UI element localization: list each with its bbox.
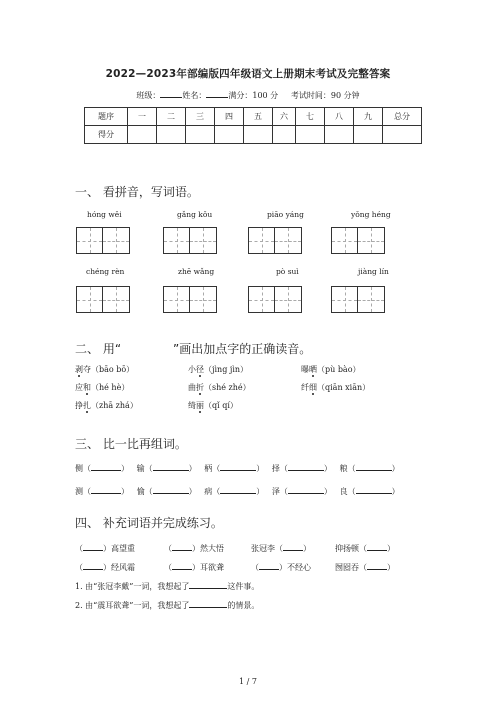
writing-box[interactable]: [275, 286, 302, 313]
word-blank[interactable]: [153, 461, 189, 471]
pinyin-label: piāo yáng: [267, 210, 304, 219]
class-label: 班级：: [136, 91, 161, 100]
writing-box[interactable]: [163, 227, 190, 254]
idiom-text: 不经心: [287, 563, 311, 572]
word-blank[interactable]: [91, 484, 121, 494]
score-header-row: [85, 108, 422, 126]
idiom-text: 张冠李: [251, 544, 275, 553]
idiom-item: （ ）耳欲聋: [164, 560, 224, 573]
pinyin-label: hóng wěi: [87, 210, 122, 219]
class-blank: [160, 89, 182, 98]
writing-box[interactable]: [358, 286, 385, 313]
pinyin-label: zhē wǎng: [178, 267, 215, 276]
score-header-cell: 总分: [383, 108, 422, 126]
writing-grid[interactable]: [76, 286, 130, 313]
idiom-item: （ ）然大悟: [164, 541, 224, 554]
idiom-blank[interactable]: [367, 541, 387, 551]
reading-item: [301, 382, 370, 393]
compare-char: 侧: [75, 464, 83, 473]
reading-options[interactable]: 夺（bāo bō）: [83, 365, 135, 374]
idiom-blank[interactable]: [83, 541, 103, 551]
reading-item: [75, 400, 138, 411]
idiom-blank[interactable]: [259, 560, 279, 570]
answer-blank[interactable]: [189, 579, 227, 589]
writing-box[interactable]: [331, 286, 358, 313]
section4-title: 四、 补充词语并完成练习。: [75, 516, 223, 530]
score-cell[interactable]: [244, 126, 273, 144]
dotted-char: 折: [196, 383, 204, 392]
score-header-cell: 六: [273, 108, 296, 126]
writing-grid[interactable]: [331, 286, 385, 313]
pinyin-label: chéng rèn: [86, 267, 125, 276]
reading-options[interactable]: （hé hè）: [91, 383, 130, 392]
score-header-cell: 五: [244, 108, 273, 126]
score-header-cell: 三: [186, 108, 215, 126]
word-blank[interactable]: [220, 484, 256, 494]
section1-title: 一、 看拼音，写词语。: [75, 185, 199, 199]
compare-char: 病: [204, 487, 213, 496]
reading-options[interactable]: （jìng jìn）: [204, 365, 249, 374]
dotted-char: 径: [196, 365, 204, 374]
idiom-text: 抑扬顿: [335, 544, 359, 553]
writing-box[interactable]: [163, 286, 190, 313]
writing-grid[interactable]: [163, 286, 217, 313]
dotted-char: 扎: [83, 401, 91, 410]
pinyin-label: pò suì: [276, 267, 299, 276]
score-cell[interactable]: [186, 126, 215, 144]
writing-box[interactable]: [275, 227, 302, 254]
writing-box[interactable]: [190, 286, 217, 313]
idiom-text: 高望重: [111, 544, 135, 553]
question-text: 2. 由“震耳欲聋”一词，我想起了: [75, 601, 190, 610]
answer-blank[interactable]: [189, 598, 227, 608]
pinyin-label: yǒng héng: [351, 210, 391, 219]
full-score: 满分：100 分: [228, 91, 279, 100]
question-1: [75, 579, 259, 592]
score-header-cell: 题序: [85, 108, 128, 126]
reading-options[interactable]: （zhā zhá）: [91, 401, 138, 410]
reading-options[interactable]: （pù bào）: [317, 365, 361, 374]
writing-box[interactable]: [331, 227, 358, 254]
reading-item: [75, 382, 129, 393]
plain-char: 曲: [188, 383, 196, 392]
score-cell[interactable]: [273, 126, 296, 144]
word-row: 侧（ ） 输（ ） 柄（ ） 择（ ） 粮（ ）: [75, 461, 400, 474]
question-text: 的情景。: [227, 601, 260, 610]
writing-grid[interactable]: [331, 227, 385, 254]
section3-title: 三、 比一比再组词。: [75, 437, 187, 451]
plain-char: 挣: [75, 401, 83, 410]
writing-box[interactable]: [248, 227, 275, 254]
word-blank[interactable]: [356, 461, 392, 471]
dotted-char: 细: [309, 383, 317, 392]
score-header-cell: 八: [325, 108, 354, 126]
word-blank[interactable]: [220, 461, 256, 471]
reading-options[interactable]: （qǐ qí）: [204, 401, 238, 410]
score-header-cell: 七: [296, 108, 325, 126]
exam-info: [0, 89, 496, 101]
score-value-row: [85, 126, 422, 144]
compare-char: 良: [339, 487, 348, 496]
compare-char: 择: [271, 464, 280, 473]
compare-char: 柄: [204, 464, 213, 473]
word-blank[interactable]: [288, 484, 324, 494]
score-cell[interactable]: [215, 126, 244, 144]
score-cell[interactable]: [354, 126, 383, 144]
word-blank[interactable]: [153, 484, 189, 494]
pinyin-label: jiàng lín: [358, 267, 389, 276]
idiom-text: 经风霜: [111, 563, 135, 572]
idiom-item: （ ）不经心: [251, 560, 311, 573]
writing-box[interactable]: [76, 286, 103, 313]
page-title: 2022—2023年部编版四年级语文上册期末考试及完整答案: [105, 68, 391, 80]
word-blank[interactable]: [91, 461, 121, 471]
score-header-cell: 九: [354, 108, 383, 126]
dotted-char: 和: [83, 383, 91, 392]
idiom-blank[interactable]: [172, 541, 192, 551]
word-blank[interactable]: [288, 461, 324, 471]
compare-char: 泽: [271, 487, 280, 496]
score-header-cell: 二: [157, 108, 186, 126]
writing-grid[interactable]: [248, 227, 302, 254]
plain-char: 小: [188, 365, 196, 374]
reading-options[interactable]: （shé zhé）: [204, 383, 251, 392]
exam-time: 考试时间：90 分钟: [290, 91, 360, 100]
reading-item: [188, 382, 251, 393]
reading-item: [301, 364, 361, 375]
question-2: [75, 598, 259, 611]
score-cell[interactable]: [157, 126, 186, 144]
page-number: 1 / 7: [239, 677, 257, 686]
name-blank: [206, 89, 228, 98]
writing-grid[interactable]: [248, 286, 302, 313]
plain-char: 曝: [301, 365, 309, 374]
word-row: 测（ ） 愉（ ） 病（ ） 泽（ ） 良（ ）: [75, 484, 400, 497]
writing-box[interactable]: [103, 286, 130, 313]
pinyin-label: gǎng kǒu: [177, 210, 213, 219]
score-cell[interactable]: [128, 126, 157, 144]
question-text: 这件事。: [227, 582, 260, 591]
idiom-item: 囫囵吞（ ）: [335, 560, 395, 573]
score-table: [84, 107, 422, 144]
writing-box[interactable]: [248, 286, 275, 313]
idiom-item: （ ）经风霜: [75, 560, 135, 573]
writing-box[interactable]: [76, 227, 103, 254]
score-header-cell: 一: [128, 108, 157, 126]
reading-item: [75, 364, 134, 375]
plain-char: 绮: [188, 401, 196, 410]
score-cell[interactable]: [296, 126, 325, 144]
reading-options[interactable]: （qiān xiān）: [317, 383, 371, 392]
idiom-blank[interactable]: [172, 560, 192, 570]
compare-char: 测: [75, 487, 83, 496]
name-label: 姓名：: [182, 91, 207, 100]
idiom-text: 囫囵吞: [335, 563, 359, 572]
compare-char: 愉: [136, 487, 145, 496]
score-header-cell: 四: [215, 108, 244, 126]
word-blank[interactable]: [356, 484, 392, 494]
plain-char: 应: [75, 383, 83, 392]
idiom-text: 然大悟: [200, 544, 224, 553]
writing-grid[interactable]: [76, 227, 130, 254]
reading-item: [188, 364, 248, 375]
section2-title-b: ”画出加点字的正确读音。: [173, 342, 312, 356]
writing-grid[interactable]: [163, 227, 217, 254]
idiom-item: （ ）高望重: [75, 541, 135, 554]
plain-char: 纤: [301, 383, 309, 392]
writing-box[interactable]: [103, 227, 130, 254]
idiom-item: 张冠李（ ）: [251, 541, 311, 554]
compare-char: 粮: [339, 464, 348, 473]
score-cell[interactable]: [325, 126, 354, 144]
writing-box[interactable]: [358, 227, 385, 254]
writing-box[interactable]: [190, 227, 217, 254]
dotted-char: 剥: [75, 365, 83, 374]
idiom-item: 抑扬顿（ ）: [335, 541, 395, 554]
idiom-blank[interactable]: [83, 560, 103, 570]
idiom-blank[interactable]: [283, 541, 303, 551]
dotted-char: 晒: [309, 365, 317, 374]
idiom-blank[interactable]: [367, 560, 387, 570]
question-text: 1. 由“张冠李戴”一词，我想起了: [75, 582, 190, 591]
dotted-char: 丽: [196, 401, 204, 410]
section2-title-a: 二、 用“: [75, 342, 122, 356]
score-row-label: 得分: [85, 126, 128, 144]
idiom-text: 耳欲聋: [200, 563, 224, 572]
score-cell[interactable]: [383, 126, 422, 144]
compare-char: 输: [136, 464, 145, 473]
section2-title: [75, 340, 311, 357]
reading-item: [188, 400, 238, 411]
